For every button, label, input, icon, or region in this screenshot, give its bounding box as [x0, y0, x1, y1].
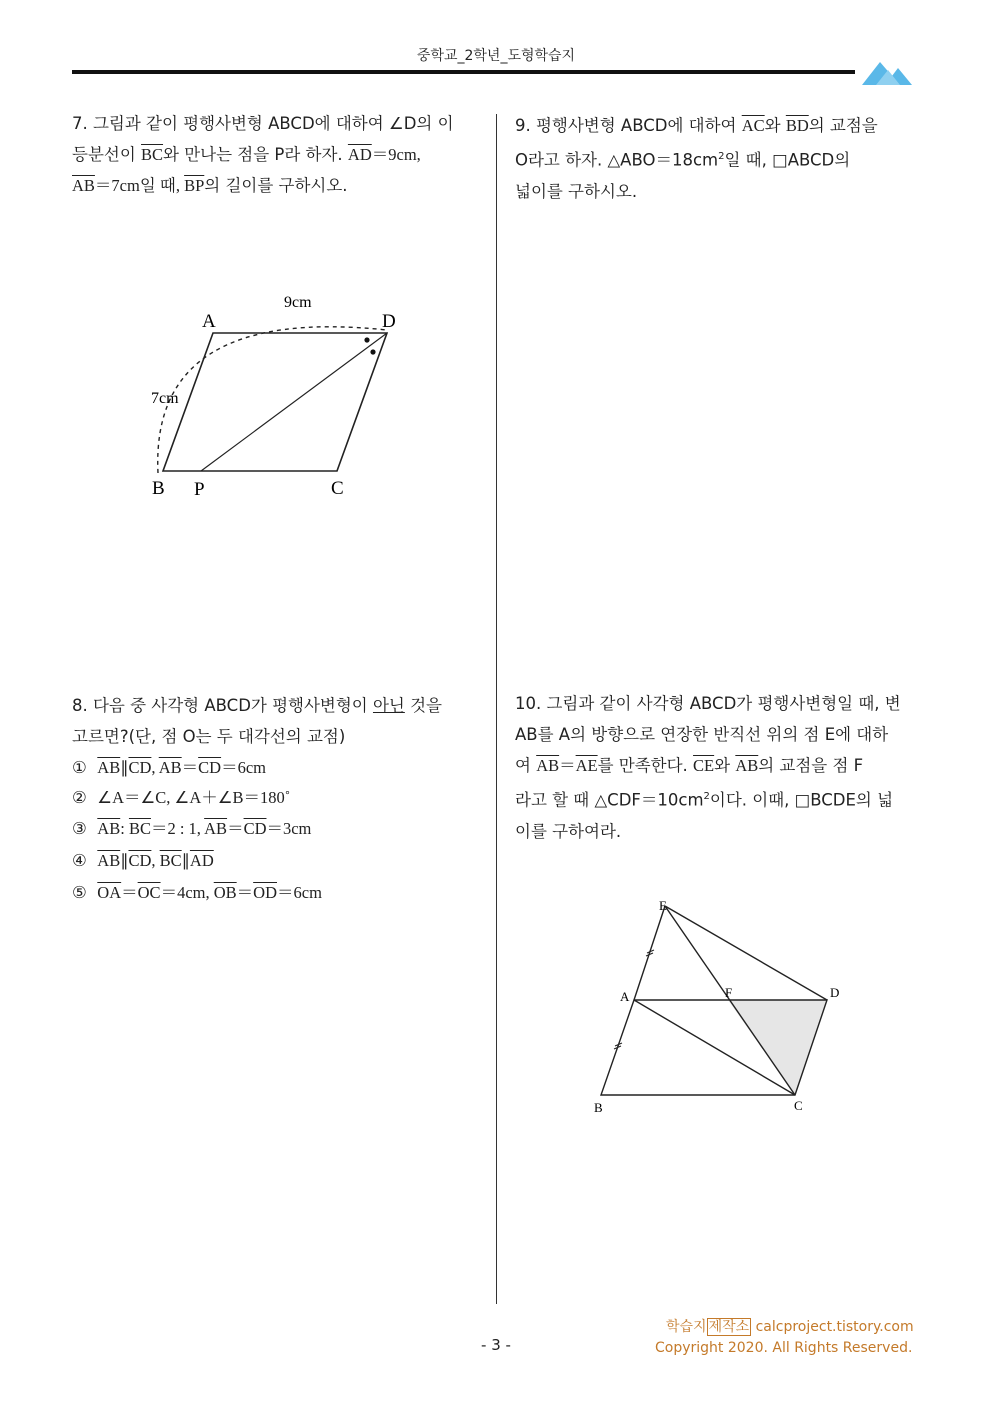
- label-c: C: [794, 1098, 803, 1113]
- choice-1[interactable]: ① $\overline{AB}\parallel\overline{CD}$, $\overline{AB}=\overline{CD}=6cm$: [72, 758, 266, 777]
- label-9cm: 9cm: [284, 294, 312, 311]
- label-a: A: [202, 311, 216, 332]
- footer-copyright: Copyright 2020. All Rights Reserved.: [655, 1340, 913, 1356]
- question-9: 9. 평행사변형 ABCD에 대하여 $\overline{AC}$와 $\overline{BD}$의 교점을 O라고 하자. $\triangle ABO=18cm^2$일 때, □ABCD의 넓이를 구하시오.: [515, 116, 878, 201]
- label-a: A: [620, 989, 630, 1004]
- figure-q10-parallelogram: [585, 890, 855, 1125]
- label-d: D: [830, 985, 840, 1000]
- label-d: D: [382, 311, 396, 332]
- label-c: C: [331, 478, 344, 499]
- segment-ed: [665, 906, 827, 1000]
- angle-mark-dot: [364, 337, 369, 342]
- label-b: B: [152, 478, 165, 499]
- question-7: 7. 그림과 같이 평행사변형 ABCD에 대하여 ∠D의 이 등분선이 $\overline{BC}$와 만나는 점을 P라 하자. $\overline{AD}=9cm$, $\overline{AB}=7cm$일 때, $\overline{BP}$의 길이를 구하시오.: [72, 114, 454, 195]
- label-e: E: [659, 898, 667, 913]
- parallelogram-abcd: [163, 333, 387, 471]
- label-p: P: [194, 479, 205, 500]
- choice-4[interactable]: ④ $\overline{AB}\parallel\overline{CD}$, $\overline{BC}\parallel\overline{AD}$: [72, 851, 214, 870]
- page-number: - 3 -: [481, 1336, 511, 1354]
- segment-ea: [634, 906, 665, 1000]
- question-8: 8. 다음 중 사각형 ABCD가 평행사변형이 아닌 것을 고르면?(단, 점 O는 두 대각선의 교점): [72, 696, 442, 746]
- label-7cm: 7cm: [151, 390, 179, 407]
- mountain-logo-icon: [862, 58, 914, 86]
- choice-2[interactable]: ② ∠A＝∠C, ∠A＋∠B＝180˚: [72, 788, 291, 807]
- label-f: F: [725, 985, 733, 1000]
- arc-9cm: [158, 327, 387, 473]
- choice-3[interactable]: ③ $\overline{AB}$: $\overline{BC}=2$ : 1, $\overline{AB}=\overline{CD}=3cm$: [72, 819, 312, 838]
- footer-credit: 학습지 제작소 calcproject.tistory.com: [666, 1319, 914, 1335]
- header-rule: [72, 70, 855, 74]
- figure-q7-parallelogram: [140, 285, 420, 505]
- shaded-triangle-cdf: [728, 1000, 827, 1095]
- angle-mark-dot: [370, 349, 375, 354]
- bisector-dp: [201, 333, 387, 471]
- label-b: B: [594, 1100, 603, 1115]
- worksheet-title: 중학교_2학년_도형학습지: [416, 48, 576, 64]
- column-divider: [496, 114, 497, 1304]
- choice-5[interactable]: ⑤ $\overline{OA}=\overline{OC}=4cm$, $\overline{OB}=\overline{OD}=6cm$: [72, 883, 322, 902]
- question-10: 10. 그림과 같이 사각형 ABCD가 평행사변형일 때, 변 AB를 A의 방향으로 연장한 반직선 위의 점 E에 대하 여 $\overline{AB}=\overline{AE}$를 만족한다. $\overline{CE}$와 $\overline{AB}$의 교점을 점 F 라고 할 때 $\triangle CDF=10cm^2$이다. 이때, □BCDE의 넓 이를 구하여라.: [515, 694, 901, 841]
